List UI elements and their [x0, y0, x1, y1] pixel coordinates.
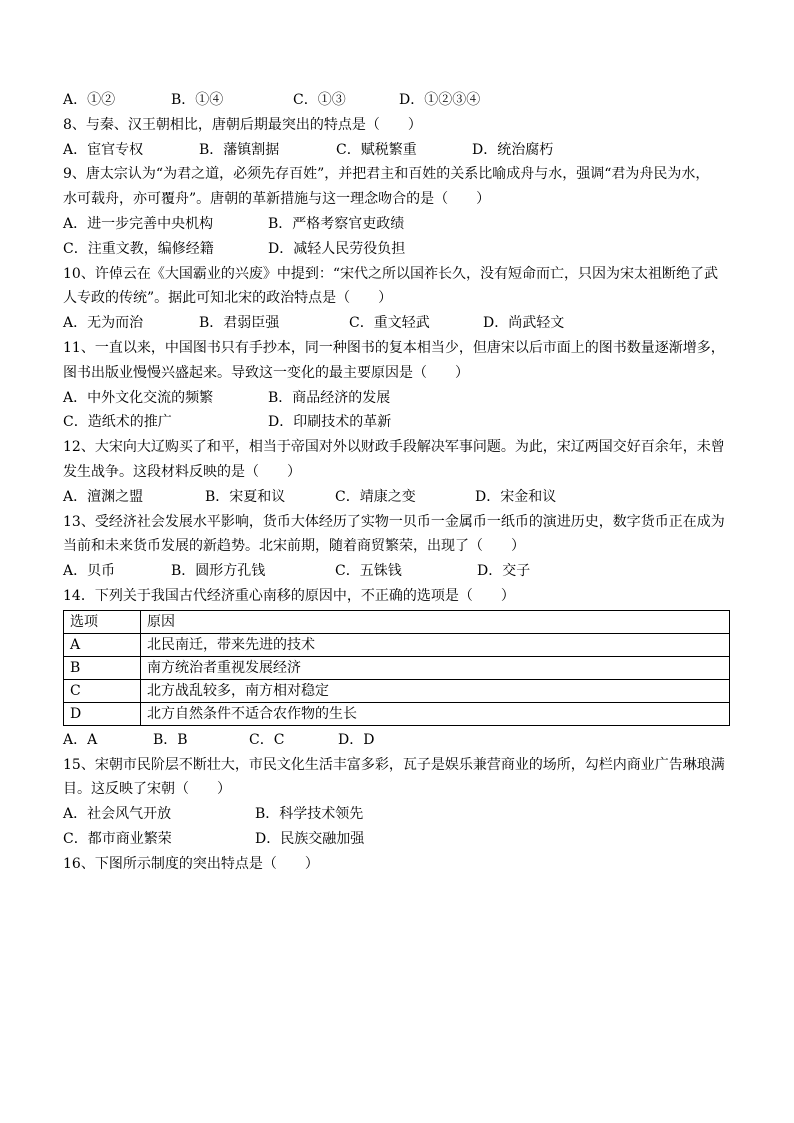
q12-options: [63, 485, 731, 510]
q10-option-d[interactable]: D．尚武轻文: [483, 315, 565, 332]
q8-stem: 8、与秦、汉王朝相比，唐朝后期最突出的特点是（ ）: [63, 116, 422, 133]
q15-stem-line-2: 目。这反映了宋朝（ ）: [63, 781, 231, 798]
q8-option-c[interactable]: C．赋税繁重: [336, 141, 417, 158]
table-header-reason: 原因: [141, 610, 730, 633]
q9-option-b[interactable]: B．严格考察官吏政绩: [268, 215, 405, 232]
q7-option-c[interactable]: C．①③: [293, 92, 346, 108]
q8-option-d[interactable]: D．统治腐朽: [472, 141, 554, 158]
table-cell-reason: 南方统治者重视发展经济: [141, 656, 730, 679]
q10-option-c[interactable]: C．重文轻武: [349, 315, 430, 332]
q8-options: [63, 138, 731, 163]
q15-stem-line-1: 15、宋朝市民阶层不断壮大，市民文化生活丰富多彩，瓦子是娱乐兼营商业的场所，勾栏内商业广告琳琅满: [63, 756, 725, 773]
q15-options-row-2: [63, 827, 731, 852]
q8-option-a[interactable]: A．宦官专权: [63, 141, 144, 158]
q12-option-b[interactable]: B．宋夏和议: [205, 488, 286, 505]
q14-reason-table: [63, 610, 730, 726]
table-cell-option: B: [64, 656, 141, 679]
q15-option-c[interactable]: C．都市商业繁荣: [63, 830, 172, 847]
table-cell-reason: 北方战乱较多，南方相对稳定: [141, 679, 730, 702]
table-cell-reason: 北民南迁，带来先进的技术: [141, 633, 730, 656]
q9-option-d[interactable]: D．减轻人民劳役负担: [268, 240, 406, 257]
table-cell-reason: 北方自然条件不适合农作物的生长: [141, 702, 730, 725]
exam-page: [63, 88, 731, 877]
q11-stem-line-2: 图书出版业慢慢兴盛起来。导致这一变化的最主要原因是（ ）: [63, 364, 469, 381]
q14-options: [63, 728, 731, 753]
q9-options-row-1: [63, 212, 731, 237]
q7-options: [63, 88, 731, 113]
table-cell-option: A: [64, 633, 141, 656]
q11-stem-line-1: 11、一直以来，中国图书只有手抄本，同一种图书的复本相当少，但唐宋以后市面上的图书数量逐渐增多，: [63, 339, 725, 356]
q11-option-d[interactable]: D．印刷技术的革新: [268, 414, 392, 431]
table-header-row: [64, 610, 730, 633]
q10-stem-line-1: 10、许倬云在《大国霸业的兴废》中提到：“宋代之所以国祚长久，没有短命而亡，只因为宋太祖断绝了武: [63, 265, 718, 282]
q13-option-d[interactable]: D．交子: [477, 563, 531, 580]
table-row: [64, 656, 730, 679]
q14-option-a[interactable]: A．A: [63, 731, 98, 748]
q9-options-row-2: [63, 237, 731, 262]
q11-options-row-2: [63, 410, 731, 435]
table-row: [64, 702, 730, 725]
q13-stem-line-2: 当前和未来货币发展的新趋势。北宋前期，随着商贸繁荣，出现了（ ）: [63, 538, 525, 555]
q14-option-c[interactable]: C．C: [249, 731, 285, 748]
q12-option-d[interactable]: D．宋金和议: [475, 488, 557, 505]
q11-option-a[interactable]: A．中外文化交流的频繁: [63, 389, 214, 406]
q12-option-c[interactable]: C．靖康之变: [335, 488, 416, 505]
q12-option-a[interactable]: A．澶渊之盟: [63, 488, 144, 505]
q15-options-row-1: [63, 802, 731, 827]
q13-options: [63, 559, 731, 584]
q10-options: [63, 311, 731, 336]
q15-option-b[interactable]: B．科学技术领先: [255, 806, 364, 823]
q8-option-b[interactable]: B．藩镇割据: [199, 141, 280, 158]
q7-option-a[interactable]: A．①②: [63, 92, 116, 108]
q7-option-b[interactable]: B．①④: [171, 92, 224, 108]
q10-stem-line-2: 人专政的传统”。据此可知北宋的政治特点是（ ）: [63, 290, 393, 307]
q16-stem: 16、下图所示制度的突出特点是（ ）: [63, 855, 319, 872]
q10-option-a[interactable]: A．无为而治: [63, 315, 144, 332]
table-row: [64, 679, 730, 702]
q15-option-d[interactable]: D．民族交融加强: [255, 830, 365, 847]
q13-option-a[interactable]: A．贝币: [63, 563, 116, 580]
table-header-option: 选项: [64, 610, 141, 633]
q12-stem-line-1: 12、大宋向大辽购买了和平，相当于帝国对外以财政手段解决军事问题。为此，宋辽两国交好百余年，未曾: [63, 439, 725, 456]
q13-stem-line-1: 13、受经济社会发展水平影响，货币大体经历了实物一贝币一金属币一纸币的演进历史，数字货币正在成为: [63, 513, 725, 530]
table-cell-option: C: [64, 679, 141, 702]
q12-stem-line-2: 发生战争。这段材料反映的是（ ）: [63, 463, 301, 480]
q14-option-b[interactable]: B．B: [153, 731, 188, 748]
q14-stem: 14．下列关于我国古代经济重心南移的原因中，不正确的选项是（ ）: [63, 587, 515, 604]
q13-option-b[interactable]: B．圆形方孔钱: [171, 563, 266, 580]
q15-option-a[interactable]: A．社会风气开放: [63, 806, 172, 823]
q9-option-c[interactable]: C．注重文教，编修经籍: [63, 240, 214, 257]
q14-option-d[interactable]: D．D: [338, 731, 375, 748]
q13-option-c[interactable]: C．五铢钱: [335, 563, 402, 580]
q7-option-d[interactable]: D．①②③④: [399, 92, 481, 108]
q11-option-c[interactable]: C．造纸术的推广: [63, 414, 172, 431]
q11-option-b[interactable]: B．商品经济的发展: [268, 389, 391, 406]
q10-option-b[interactable]: B．君弱臣强: [199, 315, 280, 332]
table-row: [64, 633, 730, 656]
q9-stem-line-2: 水可载舟，亦可覆舟”。唐朝的革新措施与这一理念吻合的是（ ）: [63, 191, 491, 208]
q9-stem-line-1: 9、唐太宗认为“为君之道，必须先存百姓”，并把君主和百姓的关系比喻成舟与水，强调“君为舟民为水，: [63, 166, 710, 183]
q9-option-a[interactable]: A．进一步完善中央机构: [63, 215, 214, 232]
q11-options-row-1: [63, 386, 731, 411]
table-cell-option: D: [64, 702, 141, 725]
